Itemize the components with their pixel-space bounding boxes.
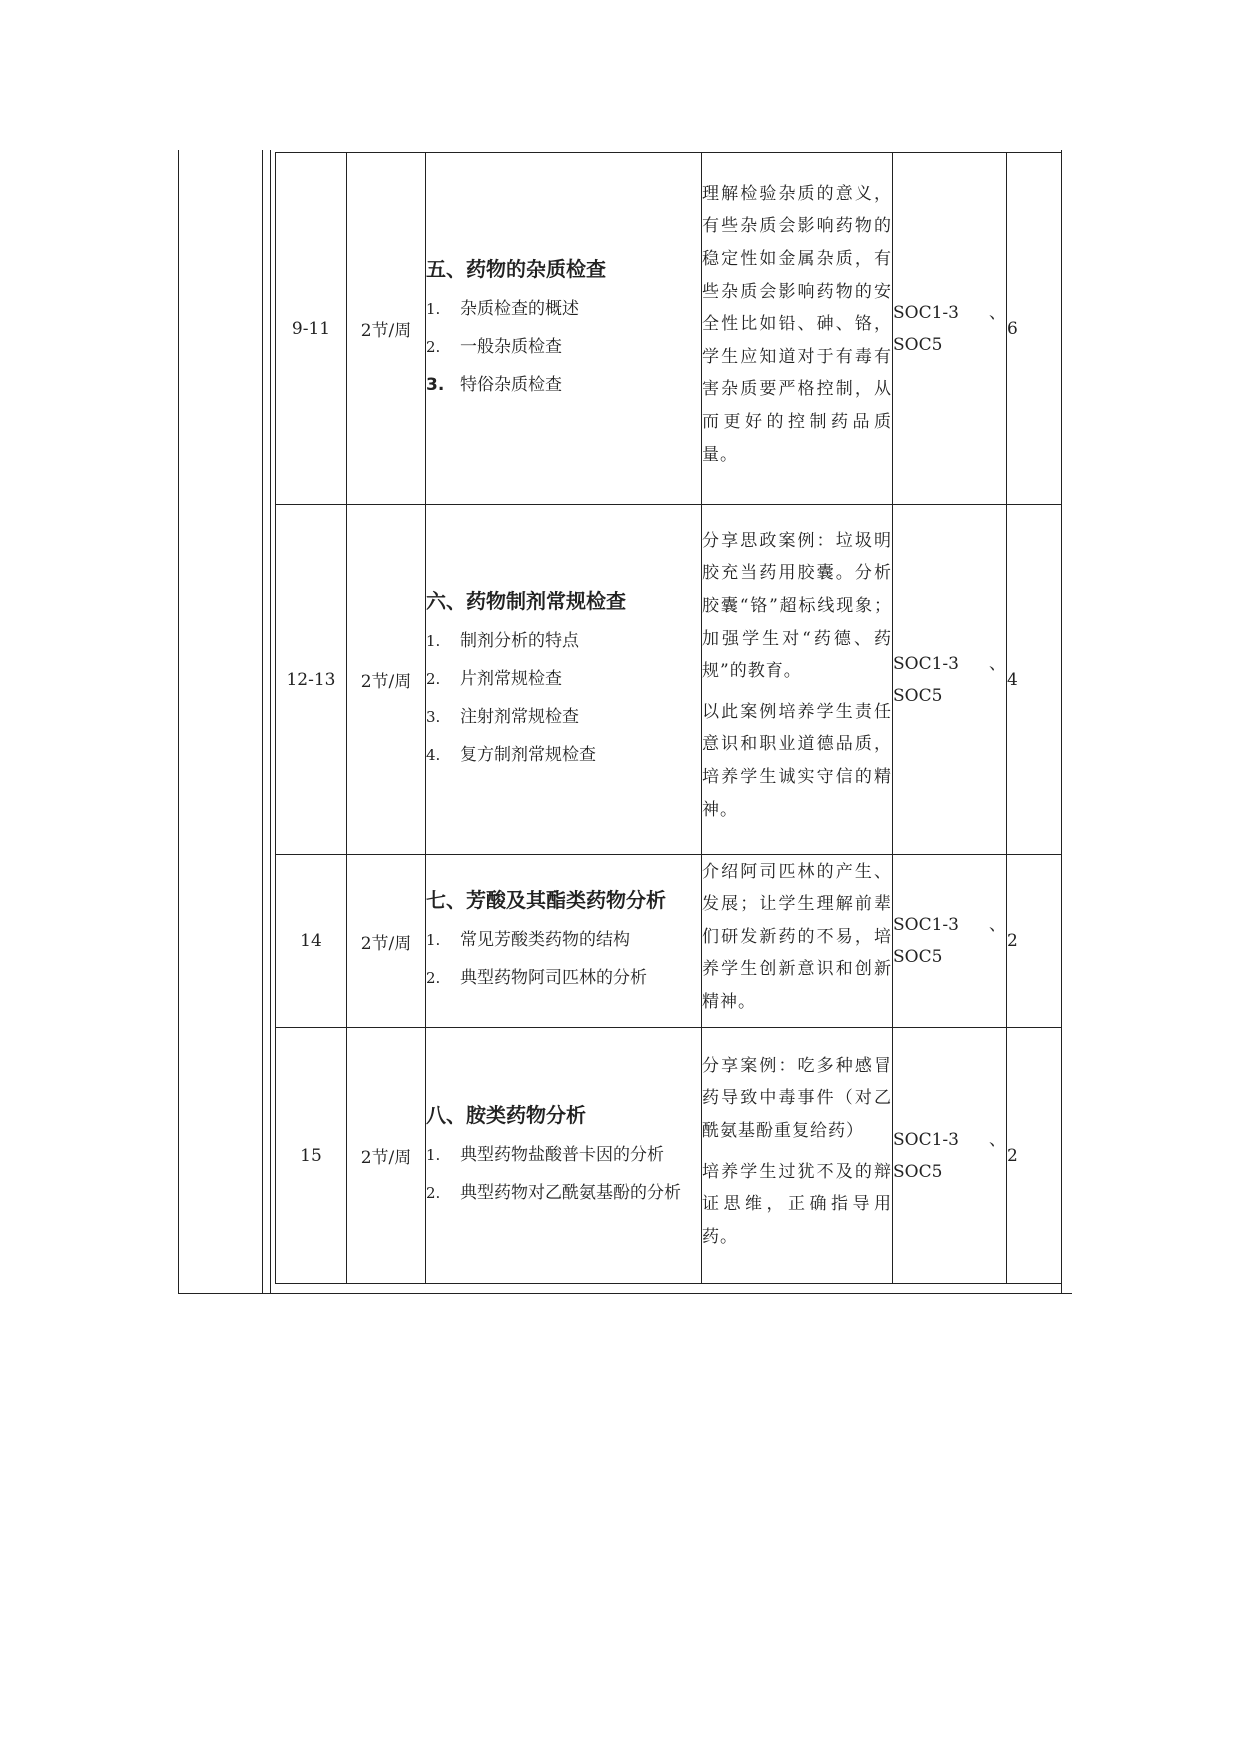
ideology-paragraph: 理解检验杂质的意义，有些杂质会影响药物的稳定性如金属杂质，有些杂质会影响药物的安全性比如铅、砷、铬，学生应知道对于有毒有害杂质要严格控制，从而更好的控制药品质量。 — [702, 183, 892, 465]
item-number: 1. — [426, 931, 441, 949]
soc-code: SOC1-3 — [893, 302, 959, 323]
chapter-title: 六、药物制剂常规检查 — [426, 588, 626, 613]
item-text: 典型药物对乙酰氨基酚的分析 — [460, 1182, 681, 1203]
ideology-paragraph: 以此案例培养学生责任意识和职业道德品质，培养学生诚实守信的精神。 — [702, 701, 892, 820]
chapter-title: 五、药物的杂质检查 — [426, 256, 606, 281]
content-cell — [426, 153, 702, 505]
table-row — [276, 1028, 1062, 1284]
item-text: 典型药物阿司匹林的分析 — [460, 968, 647, 988]
class-hours-cell: 2 — [1007, 1028, 1062, 1284]
frame-divider-1 — [262, 150, 263, 1294]
soc-separator: 、 — [989, 302, 1006, 323]
hours-per-week-cell: 2节/周 — [347, 1028, 426, 1284]
table-row — [276, 505, 1062, 855]
list-item — [426, 1176, 701, 1210]
soc-code: SOC1-3 — [893, 653, 959, 674]
ideology-cell — [702, 153, 893, 505]
table-row — [276, 153, 1062, 505]
soc-cell — [893, 855, 1007, 1028]
item-text: 复方制剂常规检查 — [460, 744, 596, 765]
content-cell — [426, 1028, 702, 1284]
list-item — [426, 624, 701, 658]
item-text: 特俗杂质检查 — [460, 374, 562, 395]
content-cell — [426, 505, 702, 855]
item-text: 杂质检查的概述 — [460, 298, 579, 319]
item-text: 典型药物盐酸普卡因的分析 — [460, 1144, 664, 1165]
list-item — [426, 662, 701, 696]
list-item — [426, 368, 701, 402]
list-item — [426, 700, 701, 734]
soc-cell — [893, 505, 1007, 855]
item-text: 一般杂质检查 — [460, 336, 562, 357]
week-cell: 12-13 — [276, 505, 347, 855]
ideology-cell — [702, 505, 893, 855]
list-item — [426, 961, 701, 995]
week-cell: 9-11 — [276, 153, 347, 505]
list-item — [426, 923, 701, 957]
soc-code: SOC5 — [893, 1161, 943, 1182]
ideology-cell — [702, 855, 893, 1028]
ideology-paragraph: 分享思政案例：垃圾明胶充当药用胶囊。分析胶囊“铬”超标线现象；加强学生对“药德、药规”的教育。 — [702, 530, 892, 682]
frame-divider-2 — [270, 150, 271, 1294]
week-cell: 15 — [276, 1028, 347, 1284]
table-row — [276, 855, 1062, 1028]
soc-separator: 、 — [989, 1129, 1006, 1150]
ideology-paragraph: 分享案例：吃多种感冒药导致中毒事件（对乙酰氨基酚重复给药） — [702, 1055, 892, 1141]
soc-cell — [893, 153, 1007, 505]
teaching-plan-table — [275, 152, 1062, 1284]
soc-code: SOC5 — [893, 947, 943, 967]
soc-code: SOC5 — [893, 685, 943, 706]
item-text: 常见芳酸类药物的结构 — [460, 930, 630, 950]
list-item — [426, 292, 701, 326]
item-number: 4. — [426, 745, 441, 764]
list-item — [426, 330, 701, 364]
chapter-title: 七、芳酸及其酯类药物分析 — [426, 888, 666, 912]
content-cell — [426, 855, 702, 1028]
hours-per-week-cell: 2节/周 — [347, 855, 426, 1028]
list-item — [426, 738, 701, 772]
class-hours-cell: 6 — [1007, 153, 1062, 505]
item-text: 片剂常规检查 — [460, 668, 562, 689]
ideology-paragraph: 培养学生过犹不及的辩证思维，正确指导用药。 — [702, 1161, 892, 1247]
soc-code: SOC1-3 — [893, 1129, 959, 1150]
item-number: 1. — [426, 631, 441, 650]
soc-code: SOC5 — [893, 334, 943, 355]
class-hours-cell: 2 — [1007, 855, 1062, 1028]
item-text: 注射剂常规检查 — [460, 706, 579, 727]
ideology-paragraph: 介绍阿司匹林的产生、发展；让学生理解前辈们研发新药的不易，培养学生创新意识和创新精神。 — [702, 861, 892, 1012]
hours-per-week-cell: 2节/周 — [347, 505, 426, 855]
item-number: 2. — [426, 969, 441, 987]
week-cell: 14 — [276, 855, 347, 1028]
item-number: 1. — [426, 1145, 441, 1164]
item-number: 3. — [426, 707, 441, 726]
soc-cell — [893, 1028, 1007, 1284]
item-number: 2. — [426, 337, 441, 356]
list-item — [426, 1138, 701, 1172]
class-hours-cell: 4 — [1007, 505, 1062, 855]
item-number: 2. — [426, 669, 441, 688]
item-number: 1. — [426, 299, 441, 318]
chapter-title: 八、胺类药物分析 — [426, 1102, 586, 1127]
item-number: 3. — [426, 374, 445, 395]
hours-per-week-cell: 2节/周 — [347, 153, 426, 505]
ideology-cell — [702, 1028, 893, 1284]
item-text: 制剂分析的特点 — [460, 630, 579, 651]
item-number: 2. — [426, 1183, 441, 1202]
soc-code: SOC1-3 — [893, 915, 959, 935]
soc-separator: 、 — [989, 653, 1006, 674]
soc-separator: 、 — [989, 915, 1006, 935]
